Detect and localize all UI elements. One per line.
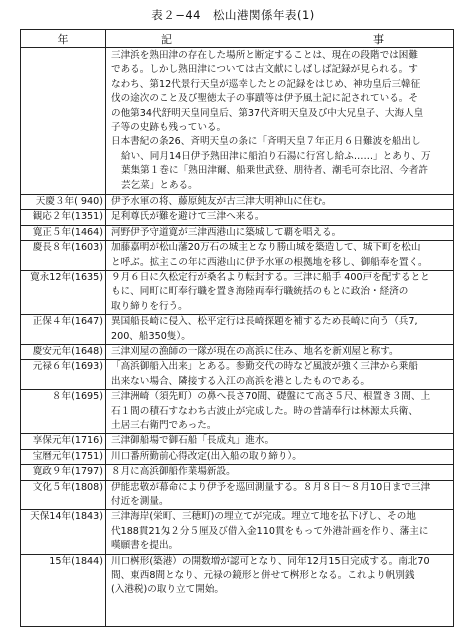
row-year: 天保14年(1843) bbox=[30, 511, 103, 523]
row-text-line: 付近を測量。 bbox=[111, 496, 169, 507]
row-year: 慶長８年(1603) bbox=[32, 242, 103, 254]
row-year: 寛政９年(1797) bbox=[32, 466, 103, 478]
row-year: 15年(1844) bbox=[49, 555, 103, 567]
row-text-line: である。しかし熟田津については古文献にしばしば記録が見られる。す bbox=[111, 64, 418, 76]
table-row bbox=[21, 389, 453, 434]
row-text-line: 三津刈屋の漁師の一隊が現在の高浜に住み、地名を新刈屋と称す。 bbox=[111, 346, 399, 357]
row-year: 享保元年(1716) bbox=[32, 435, 103, 447]
row-text-line: 伐の途次のこと及び聖徳太子の事蹟等は伊予風土記に記されている。そ bbox=[111, 93, 418, 105]
row-text-line: 日本書紀の条26、斉明天皇の条に「斉明天皇７年正月６日難波を船出し bbox=[111, 136, 421, 148]
row-text bbox=[111, 434, 447, 448]
row-text-line: 葉集第１巻に「熟田津爾、船乗世武登、朋待者、潮毛可奈比沼、今者許 bbox=[121, 165, 428, 177]
table-title: 表２−44 松山港関係年表(1) bbox=[151, 8, 315, 22]
row-text-line: 加藤嘉明が松山藩20万石の城主となり勝山城を築造して、城下町を松山 bbox=[111, 242, 421, 254]
row-text bbox=[111, 195, 447, 209]
row-text-line: 石１間の積石すなわち古波止が完成した。時の普請奉行は林源太兵衛、 bbox=[111, 405, 418, 417]
row-text bbox=[111, 226, 447, 240]
row-text bbox=[111, 315, 447, 344]
row-year: 文化５年(1808) bbox=[32, 481, 103, 493]
header-ji: 事 bbox=[373, 33, 384, 46]
row-text-line: 三津洲崎（須先町）の鼻へ長さ70間、礎盤にて高さ５尺、根置き３間、上 bbox=[111, 391, 431, 403]
row-year: 元禄６年(1693) bbox=[32, 361, 103, 373]
row-text-line: 川口番所勤前心得改定(出入船の取り締り）。 bbox=[111, 450, 302, 462]
row-text bbox=[111, 360, 447, 389]
row-year: 寛永12年(1635) bbox=[30, 272, 103, 283]
row-text-line: 嘆願書を提出。 bbox=[111, 540, 179, 552]
row-text-line: 河野伊予守道寛が三津西港山に築城して覇を唱える。 bbox=[111, 226, 342, 238]
table-header bbox=[21, 30, 453, 48]
table-row bbox=[21, 509, 453, 554]
table-row bbox=[21, 314, 453, 345]
row-text-line: 伊予水軍の将、藤原純友が古三津大明神山に住む。 bbox=[111, 196, 332, 207]
row-text-line: の他第34代舒明天皇同皇后、第37代斉明天皇及び中大兄皇子、大海人皇 bbox=[111, 107, 424, 119]
row-text-line: 伊能忠敬が幕命により伊予を巡回測量する。８月８日〜８月10日まで三津 bbox=[111, 481, 431, 493]
header-year: 年 bbox=[57, 33, 69, 46]
row-text bbox=[111, 390, 447, 433]
row-text-line: 給い、同月14日伊予熟田津に船泊り石湯に行宮し給ふ……」とあり、万 bbox=[121, 150, 431, 162]
table-row bbox=[21, 344, 453, 360]
row-text-line: ８月に高浜御船作業場新設。 bbox=[111, 466, 236, 478]
row-text bbox=[111, 49, 447, 193]
row-text-line: もに、同町に町奉行職を置き海陸両奉行職統括のもとに政治・経済の bbox=[111, 286, 409, 298]
row-text-line: 三津海岸(栄町、三穂町)の埋立てが完成。埋立て地を払下げし、その地 bbox=[111, 511, 416, 523]
row-text bbox=[111, 481, 447, 510]
table-row bbox=[21, 554, 453, 599]
row-text-line: 出来ない場合、隣接する入江の高浜を港としたものである。 bbox=[111, 375, 371, 387]
row-text-line: (入港税)の取り立て開始。 bbox=[111, 584, 225, 596]
row-text-line: 足利尊氏が難を避けて三津へ来る。 bbox=[111, 211, 265, 223]
chronology-table bbox=[20, 29, 454, 627]
row-text-line: 三津御船場で御石船「長成丸」進水。 bbox=[111, 435, 275, 447]
table-row bbox=[21, 240, 453, 271]
row-text-line: 200、船350隻）。 bbox=[111, 330, 191, 342]
table-row bbox=[21, 359, 453, 390]
row-year: 観応２年(1351) bbox=[32, 211, 103, 223]
row-year: 天慶３年( 940) bbox=[35, 196, 103, 207]
row-text-line: ９月６日に久松定行が桑名より転封する。三津に船手 400戸を配するとと bbox=[111, 272, 430, 283]
row-year: 慶安元年(1648) bbox=[32, 346, 103, 357]
row-text bbox=[111, 465, 447, 479]
row-text-line: 三津浜を熟田津の存在した場所と断定することは、現在の段階では困難 bbox=[111, 50, 418, 61]
row-text bbox=[111, 450, 447, 464]
row-year: 正保４年(1647) bbox=[32, 316, 103, 328]
table-row bbox=[21, 225, 453, 241]
table-row bbox=[21, 433, 453, 449]
row-year: ８年(1695) bbox=[51, 391, 103, 403]
table-row bbox=[21, 270, 453, 315]
row-text-line: 代188貫21匁２分５厘及び借入金110貫をもって外港計画を作り、藩主に bbox=[111, 525, 429, 537]
row-text-line: 「高浜御船入出来」とある。参勤交代の時など風波が強く三津から乗船 bbox=[111, 361, 418, 373]
row-text bbox=[111, 241, 447, 270]
row-text-line: 間、東西8間となり、元禄の鏡形と併せて桝形となる。これより帆別銭 bbox=[111, 570, 415, 581]
row-text-line: 取り締りを行う。 bbox=[111, 300, 188, 312]
table-row bbox=[21, 209, 453, 225]
row-text bbox=[111, 210, 447, 224]
row-text-line: 子等の史跡も残っている。 bbox=[111, 122, 227, 134]
row-year: 宝暦元年(1751) bbox=[32, 450, 103, 462]
table-row bbox=[21, 480, 453, 511]
table-row bbox=[21, 449, 453, 465]
table-row bbox=[21, 194, 453, 210]
row-text bbox=[111, 271, 447, 314]
row-text-line: 土居三右衛門であった。 bbox=[111, 420, 217, 431]
header-ki: 記 bbox=[161, 33, 172, 46]
row-text-line: 川口桝形(築港）の開数増が認可となり、同年12月15日完成する。南北70 bbox=[111, 555, 430, 567]
row-text bbox=[111, 510, 447, 553]
row-text-line: と呼ぶ。拡主この年に西港山に伊予水軍の根拠地を移し、御船奉を置く。 bbox=[111, 256, 428, 268]
table-row bbox=[21, 464, 453, 480]
row-text-line: なわち、第12代景行天皇が巡幸したとの記録をはじめ、神功皇后三韓征 bbox=[111, 78, 421, 90]
row-year: 寛正５年(1464) bbox=[32, 226, 103, 238]
row-text-line: 芸乞菜」とある。 bbox=[121, 179, 198, 191]
row-text bbox=[111, 345, 447, 359]
row-text bbox=[111, 555, 447, 598]
table-row bbox=[21, 49, 453, 194]
row-text-line: 異国船長崎に侵入、松平定行は長崎探題を補するため長崎に向う（兵7, bbox=[111, 316, 418, 328]
